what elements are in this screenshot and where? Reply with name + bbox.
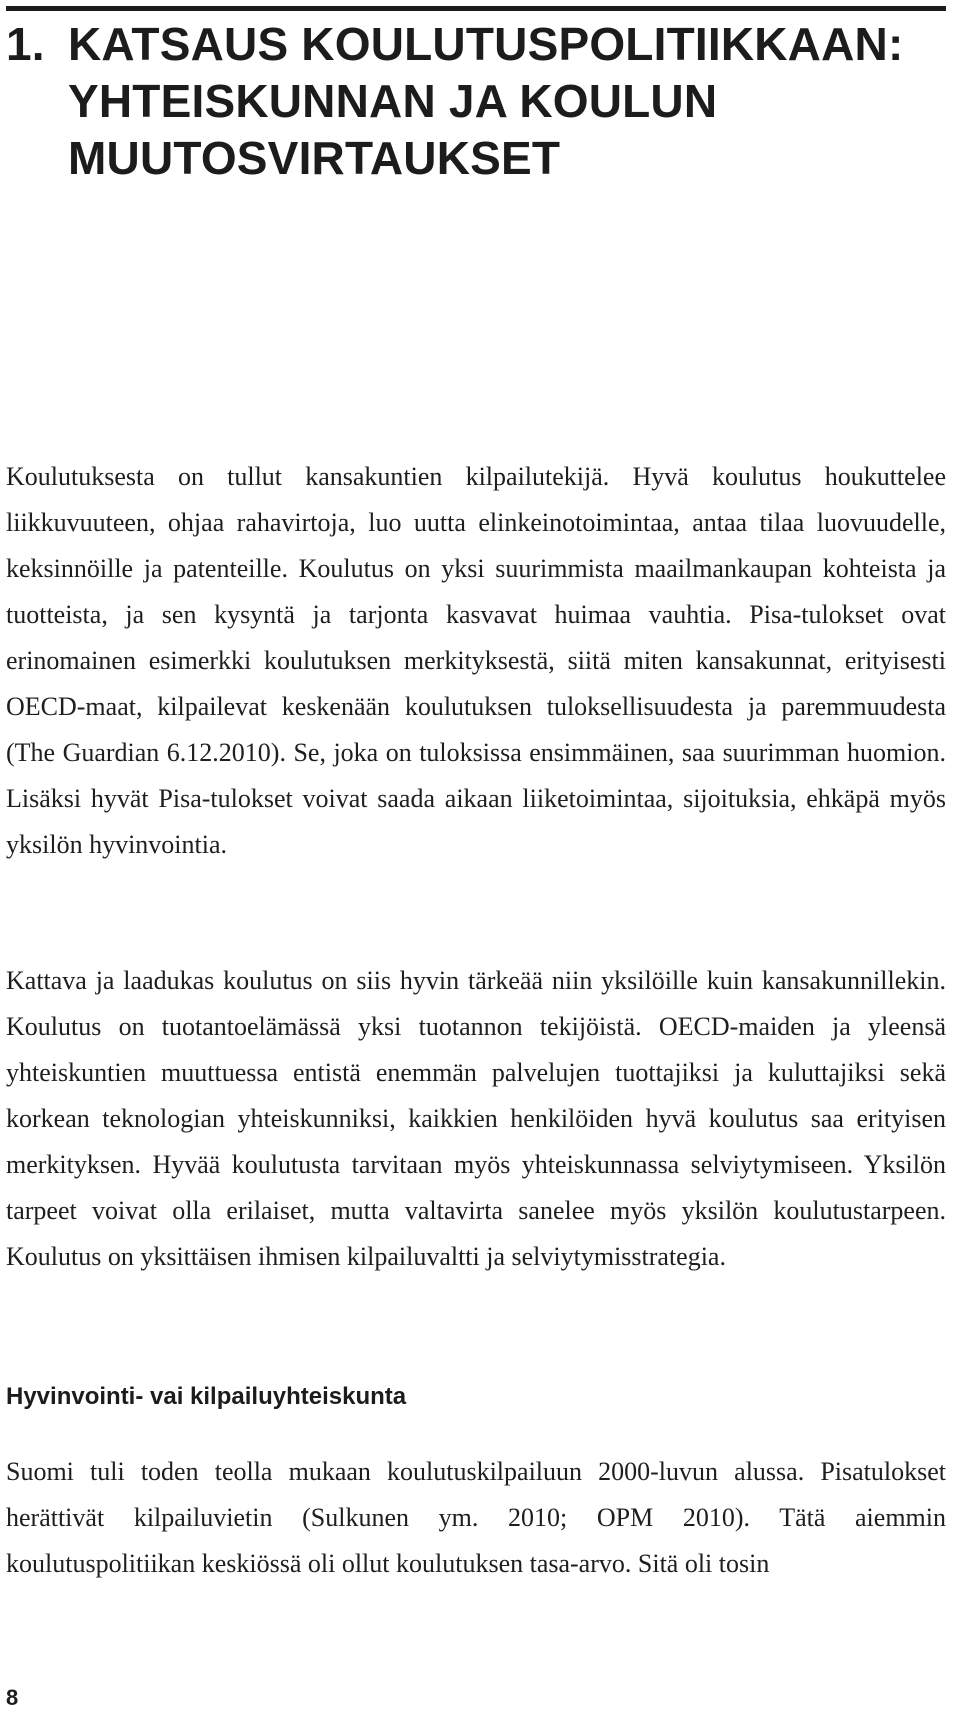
paragraph-1: Koulutuksesta on tullut kansakuntien kilpailutekijä. Hyvä koulutus houkuttelee liikkuvuuteen, ohjaa rahavirtoja, luo uutta elinkeinotoimintaa, antaa tilaa luovuudelle, keksinnöille ja patenteille. Koulutus on yksi suurimmista maailmankaupan kohteista ja tuotteista, ja sen kysyntä ja tarjonta kasvavat huimaa vauhtia. Pisa-tulokset ovat erinomainen esimerkki koulutuksen merkityksestä, siitä miten kansakunnat, erityisesti OECD-maat, kilpailevat keskenään koulutuksen tuloksellisuudesta ja paremmuudesta (The Guardian 6.12.2010). Se, joka on tuloksissa ensimmäinen, saa suurimman huomion. Lisäksi hyvät Pisa-tulokset voivat saada aikaan liiketoimintaa, sijoituksia, ehkäpä myös yksilön hyvinvointia. <box>6 462 946 859</box>
chapter-title-text: KATSAUS KOULUTUSPOLITIIKKAAN: YHTEISKUNNAN JA KOULUN MUUTOSVIRTAUKSET <box>68 18 904 184</box>
page-number: 8 <box>6 1685 19 1710</box>
paragraph-2: Kattava ja laadukas koulutus on siis hyvin tärkeää niin yksilöille kuin kansakunnillekin. Koulutus on tuotantoelämässä yksi tuotannon tekijöistä. OECD-maiden ja yleensä yhteiskuntien muuttuessa entistä enemmän palvelujen tuottajiksi ja kuluttajiksi sekä korkean teknologian yhteiskunniksi, kaikkien henkilöiden hyvä koulutus saa erityisen merkityksen. Hyvää koulutusta tarvitaan myös yhteiskunnassa selviytymiseen. Yksilön tarpeet voivat olla erilaiset, mutta valtavirta sanelee myös yksilön koulutustarpeen. Koulutus on yksittäisen ihmisen kilpailuvaltti ja selviytymisstrategia. <box>6 966 946 1271</box>
paragraph-3: Suomi tuli toden teolla mukaan koulutuskilpailuun 2000-luvun alussa. Pisatulokset herättivät kilpailuvietin (Sulkunen ym. 2010; OPM 2010). Tätä aiemmin koulutuspolitiikan keskiössä oli ollut koulutuksen tasa-arvo. Sitä oli tosin <box>6 1457 946 1578</box>
chapter-title <box>6 16 946 187</box>
chapter-number: 1. <box>6 18 45 70</box>
top-rule <box>6 6 946 11</box>
section-heading: Hyvinvointi- vai kilpailuyhteiskunta <box>6 1383 407 1410</box>
